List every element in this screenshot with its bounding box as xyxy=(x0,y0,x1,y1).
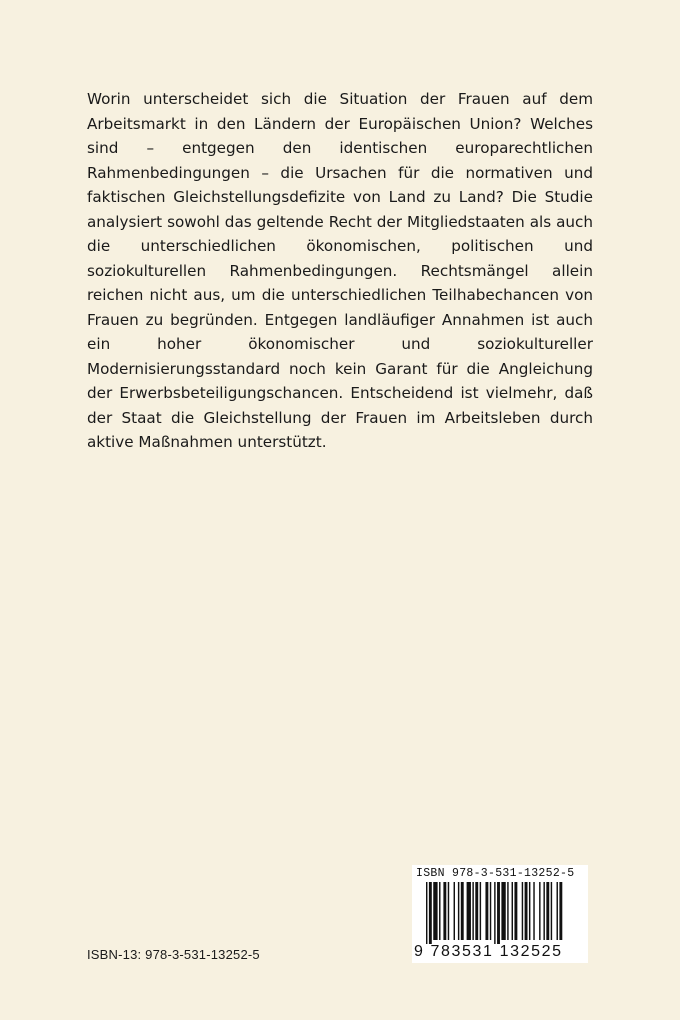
barcode-bar xyxy=(512,882,513,940)
barcode-bar xyxy=(559,882,562,940)
barcode-bar xyxy=(543,882,544,940)
barcode-bar xyxy=(480,882,481,940)
barcode-bar xyxy=(426,882,427,944)
barcode-bar xyxy=(546,882,549,940)
barcode-bar xyxy=(472,882,473,940)
barcode-bar xyxy=(448,882,449,940)
barcode-bars xyxy=(412,882,588,944)
barcode-bar xyxy=(507,882,508,940)
isbn-label: ISBN-13: 978-3-531-13252-5 xyxy=(87,947,260,962)
barcode-bar xyxy=(467,882,471,940)
barcode-bar xyxy=(433,882,437,940)
barcode-bar xyxy=(525,882,528,940)
barcode-bar xyxy=(529,882,530,940)
barcode-bar xyxy=(461,882,464,940)
barcode-bar xyxy=(557,882,558,940)
barcode-bar xyxy=(485,882,488,940)
barcode-bar xyxy=(497,882,500,944)
barcode-isbn-text: ISBN 978-3-531-13252-5 xyxy=(416,867,575,880)
back-cover-blurb: Worin unterscheidet sich die Situation der Frauen auf dem Arbeitsmarkt in den Ländern der Europäischen Union? Welches sind – entgegen den identischen europarechtlichen Rahmenbedingungen – die Ursachen für die normativen und faktischen Gleichstellungsdefizite von Land zu Land? Die Studie analysiert sowohl das geltende Recht der Mitgliedstaaten als auch die unterschiedlichen ökonomischen, politischen und soziokulturellen Rahmenbedingungen. Rechtsmängel allein reichen nicht aus, um die unterschiedlichen Teilhabechancen von Frauen zu begründen. Entgegen landläufiger Annahmen ist auch ein hoher ökonomischer und soziokultureller Modernisierungsstandard noch kein Garant für die Angleichung der Erwerbsbeteiligungschancen. Entscheidend ist vielmehr, daß der Staat die Gleichstellung der Frauen im Arbeitsleben durch aktive Maßnahmen unterstützt. xyxy=(87,90,593,451)
barcode-bar xyxy=(514,882,517,940)
barcode-bar xyxy=(439,882,440,940)
barcode-bar xyxy=(522,882,523,940)
barcode-bar xyxy=(501,882,505,940)
barcode-bar xyxy=(551,882,552,940)
barcode-bar xyxy=(454,882,455,940)
barcode-bar xyxy=(494,882,495,944)
barcode-bar xyxy=(539,882,540,940)
barcode xyxy=(412,865,588,963)
barcode-bar xyxy=(475,882,478,940)
barcode-bar xyxy=(443,882,446,940)
barcode-bar xyxy=(458,882,459,940)
barcode-bar xyxy=(533,882,534,940)
barcode-digits: 9 783531 132525 xyxy=(414,943,563,960)
barcode-bar xyxy=(429,882,432,944)
barcode-bar xyxy=(490,882,491,940)
